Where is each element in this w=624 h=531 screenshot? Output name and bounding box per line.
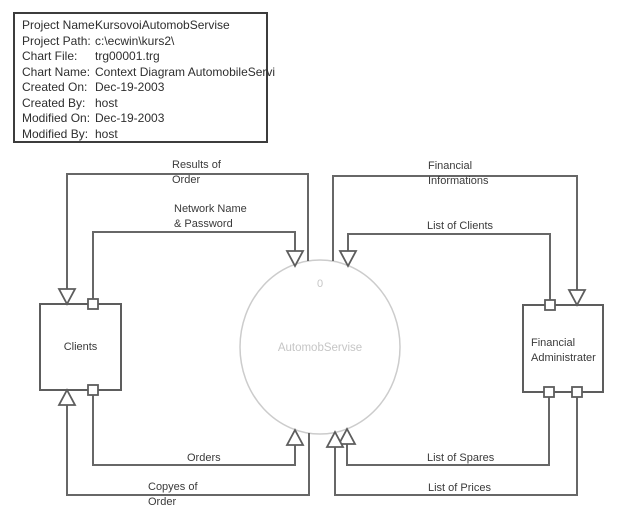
info-label: Created On:: [22, 80, 88, 94]
arrowhead-financial-informations: [569, 290, 585, 305]
info-value: host: [95, 95, 118, 110]
info-label: Modified On:: [22, 111, 91, 125]
entity-financial-administrater-label[interactable]: Financial Administrater: [531, 337, 596, 364]
flow-label-financial-informations[interactable]: Financial Informations: [428, 160, 489, 187]
info-row-project-name: [22, 18, 266, 34]
info-value: c:\ecwin\kurs2\: [95, 33, 175, 48]
info-row-modified-on: [22, 111, 266, 127]
arrowhead-copyes-of-order: [59, 390, 75, 405]
info-label: Chart Name:: [22, 64, 91, 79]
info-value: host: [95, 126, 118, 141]
info-value: Context Diagram AutomobileServi: [95, 64, 276, 79]
connector-admin-bottom-right: [572, 387, 582, 397]
info-row-project-path: [22, 34, 266, 50]
info-value: KursovoiAutomobServise: [95, 18, 230, 32]
info-row-created-on: [22, 80, 266, 96]
connector-admin-top: [545, 300, 555, 310]
arrowhead-orders: [287, 430, 303, 445]
info-row-modified-by: [22, 127, 266, 143]
flow-label-list-of-prices[interactable]: List of Prices: [428, 482, 491, 494]
info-row-chart-name: [22, 64, 276, 81]
flow-label-orders[interactable]: Orders: [187, 452, 221, 464]
info-value: Dec-19-2003: [95, 80, 165, 94]
flow-label-list-of-spares[interactable]: List of Spares: [427, 452, 495, 464]
info-row-chart-file: [22, 49, 266, 65]
info-label: Project Name:: [22, 18, 99, 32]
flow-label-network-name-password[interactable]: Network Name & Password: [174, 203, 247, 230]
connector-admin-bottom-left: [544, 387, 554, 397]
process-number: 0: [316, 278, 324, 290]
info-value: Dec-19-2003: [95, 111, 165, 125]
info-row-created-by: [22, 96, 266, 112]
flow-label-list-of-clients[interactable]: List of Clients: [427, 220, 494, 232]
info-label: Modified By:: [22, 126, 89, 141]
entity-clients-label[interactable]: Clients: [63, 341, 98, 353]
process-name-label[interactable]: AutomobServise: [277, 342, 363, 354]
info-label: Created By:: [22, 95, 86, 110]
info-value: trg00001.trg: [95, 49, 160, 63]
flow-label-results-of-order[interactable]: Results of Order: [172, 159, 221, 186]
info-label: Chart File:: [22, 49, 78, 63]
project-info-panel: [13, 12, 276, 143]
info-label: Project Path:: [22, 33, 91, 48]
arrowhead-results-of-order: [59, 289, 75, 304]
flow-label-copyes-of-order[interactable]: Copyes of Order: [148, 481, 198, 508]
